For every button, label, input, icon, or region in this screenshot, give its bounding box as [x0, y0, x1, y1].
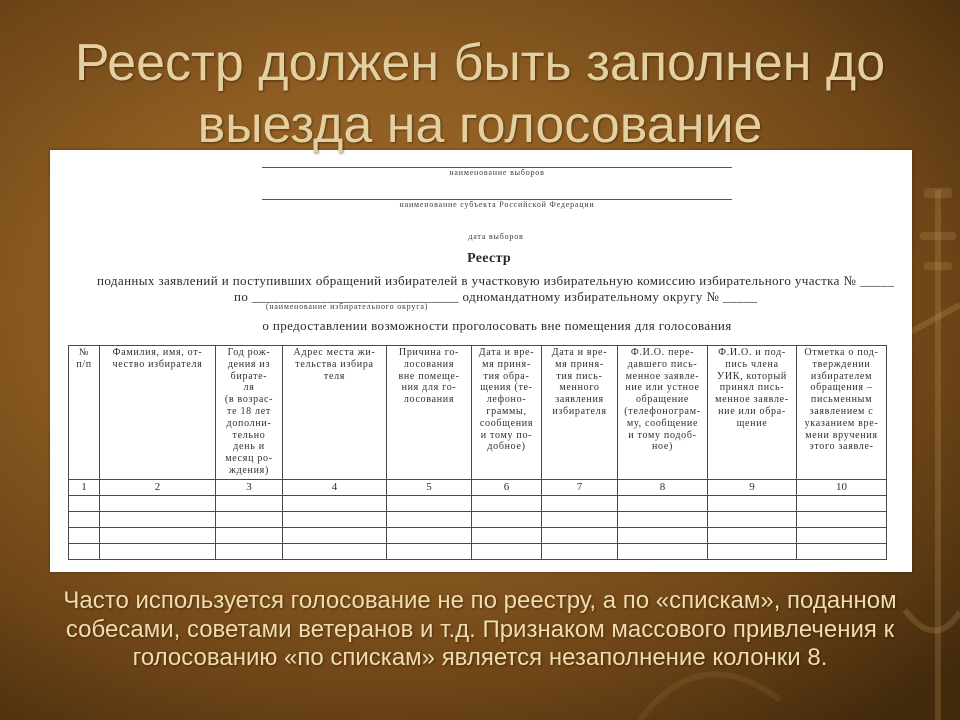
slide-caption-line: голосованию «по спискам» является незаполнение колонки 8. [132, 644, 828, 671]
table-cell-empty [708, 528, 797, 544]
column-header: Фамилия, имя, от- чество избирателя [100, 346, 216, 480]
form-heading: Реестр [467, 251, 511, 266]
column-number: 3 [216, 480, 283, 496]
column-header: Дата и вре- мя приня- тия пись- менного заявления избирателя [542, 346, 618, 480]
column-number: 4 [283, 480, 387, 496]
table-cell-empty [387, 496, 472, 512]
table-cell-empty [216, 496, 283, 512]
table-header-row [69, 346, 887, 480]
table-cell-empty [100, 496, 216, 512]
table-cell-empty [618, 544, 708, 560]
table-cell-empty [216, 512, 283, 528]
region-hint: наименование субъекта Российской Федерации [399, 200, 595, 209]
scales-ornament [640, 674, 780, 720]
table-cell-empty [708, 544, 797, 560]
table-cell-empty [283, 496, 387, 512]
table-cell-empty [797, 512, 887, 528]
table-cell-empty [797, 544, 887, 560]
form-subheading: поданных заявлений и поступивших обращений избирателей в участковую избирательную комиссию избирательного участка № _____ [97, 273, 895, 288]
slide-title [0, 32, 960, 156]
column-number: 6 [472, 480, 542, 496]
table-cell-empty [69, 496, 100, 512]
column-number: 7 [542, 480, 618, 496]
table-cell-empty [472, 544, 542, 560]
column-header: Год рож- дения из бирате- ля (в возрас- те 18 лет дополни- тельно день и месяц ро- ждения) [216, 346, 283, 480]
table-cell-empty [542, 528, 618, 544]
column-header: Отметка о под- тверждении избирателем обращения – письменным заявлением с указанием вре- мени вручения этого заявле- [797, 346, 887, 480]
table-cell-empty [542, 512, 618, 528]
table-cell-empty [69, 512, 100, 528]
column-number: 5 [387, 480, 472, 496]
table-cell-empty [708, 496, 797, 512]
table-cell-empty [100, 544, 216, 560]
slide-caption [0, 587, 960, 673]
table-cell-empty [216, 528, 283, 544]
column-number: 8 [618, 480, 708, 496]
slide-caption-line: собесами, советами ветеранов и т.д. Признаком массового привлечения к [65, 615, 895, 643]
table-cell-empty [708, 512, 797, 528]
scales-finial-ring [920, 232, 956, 240]
table-cell-empty [216, 544, 283, 560]
column-header: Ф.И.О. и под- пись члена УИК, который принял пись- менное заявле- ние или обра- щение [708, 346, 797, 480]
district-line: по ______________________________ одномандатному избирательному округу № _____ [234, 289, 758, 304]
column-header: Причина го- лосования вне помеще- ния для го- лосования [387, 346, 472, 480]
table-row [69, 528, 887, 544]
table-row [69, 496, 887, 512]
table-cell-empty [618, 512, 708, 528]
table-cell-empty [283, 544, 387, 560]
scales-beam [905, 305, 960, 335]
district-hint: (наименование избирательного округа) [265, 302, 429, 311]
table-cell-empty [387, 528, 472, 544]
election-name-hint: наименование выборов [449, 168, 545, 177]
column-header: Адрес места жи- тельства избира теля [283, 346, 387, 480]
table-cell-empty [542, 496, 618, 512]
table-cell-empty [283, 512, 387, 528]
table-number-row [69, 480, 887, 496]
table-cell-empty [69, 528, 100, 544]
table-body [69, 346, 887, 560]
column-header: Дата и вре- мя приня- тия обра- щения (те- лефоно- граммы, сообщения и тому по- добное) [472, 346, 542, 480]
scales-finial-ring [924, 188, 952, 198]
table-row [69, 544, 887, 560]
column-number: 9 [708, 480, 797, 496]
scales-finial-ring [924, 262, 952, 270]
table-cell-empty [100, 512, 216, 528]
column-number: 2 [100, 480, 216, 496]
table-cell-empty [472, 528, 542, 544]
table-cell-empty [100, 528, 216, 544]
table-cell-empty [472, 496, 542, 512]
table-cell-empty [618, 496, 708, 512]
table-cell-empty [542, 544, 618, 560]
column-number: 1 [69, 480, 100, 496]
registry-form-document [50, 150, 912, 572]
column-number: 10 [797, 480, 887, 496]
slide-title-line: выезда на голосование [197, 96, 763, 154]
table-cell-empty [387, 544, 472, 560]
table-cell-empty [387, 512, 472, 528]
slide-caption-line: Часто используется голосование не по реестру, а по «спискам», поданном [63, 587, 897, 614]
table-cell-empty [69, 544, 100, 560]
election-date-hint: дата выборов [468, 232, 524, 241]
column-header: Ф.И.О. пере- давшего пись- менное заявле- ние или устное обращение (телефонограм- му, сообщение и тому подоб- ное) [618, 346, 708, 480]
table-cell-empty [797, 496, 887, 512]
table-cell-empty [618, 528, 708, 544]
table-cell-empty [472, 512, 542, 528]
table-cell-empty [283, 528, 387, 544]
table-row [69, 512, 887, 528]
column-header: № п/п [69, 346, 100, 480]
registry-table [68, 345, 887, 560]
slide-title-line: Реестр должен быть заполнен до [74, 34, 886, 92]
table-cell-empty [797, 528, 887, 544]
form-purpose: о предоставлении возможности проголосовать вне помещения для голосования [262, 318, 732, 333]
